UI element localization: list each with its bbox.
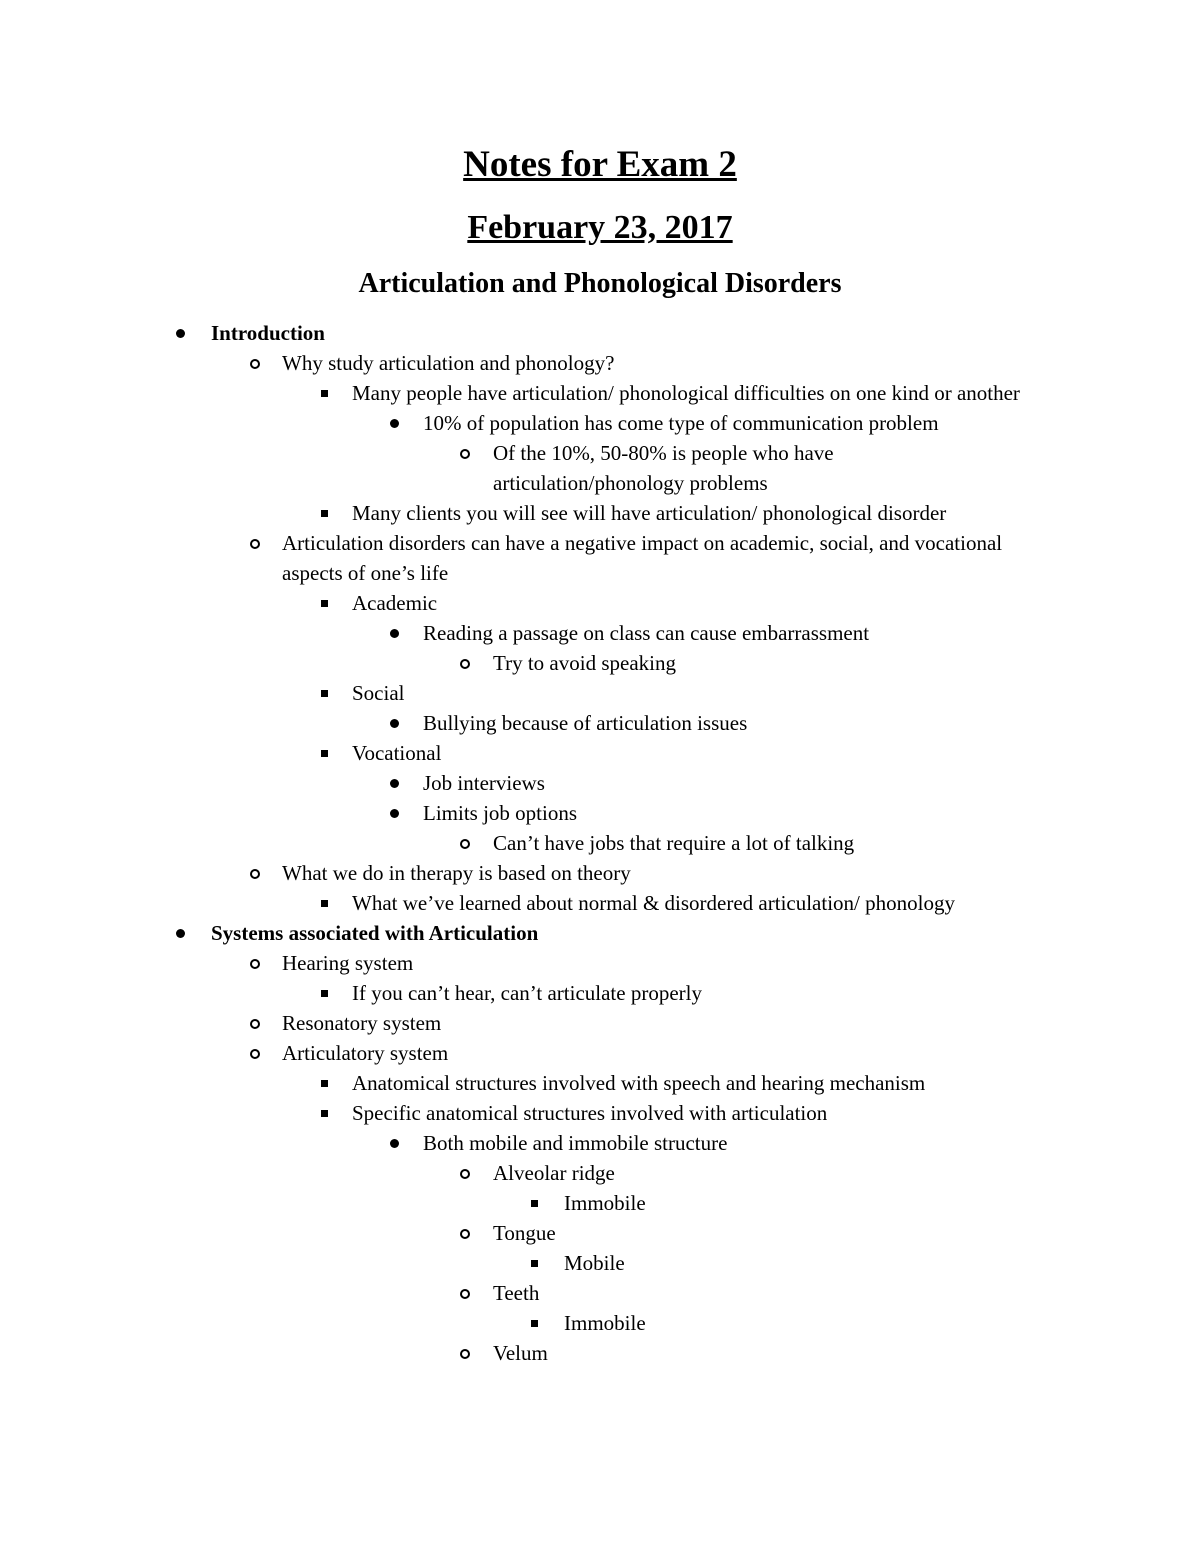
list-item-text: Many people have articulation/ phonological difficulties on one kind or another bbox=[352, 381, 1020, 405]
list-item-text: Resonatory system bbox=[282, 1011, 442, 1035]
square-bullet-icon bbox=[528, 1188, 542, 1218]
list-item-text: Bullying because of articulation issues bbox=[423, 711, 748, 735]
square-bullet-icon bbox=[318, 1068, 332, 1098]
list-item-text: If you can’t hear, can’t articulate properly bbox=[352, 981, 702, 1005]
square-bullet-icon bbox=[528, 1248, 542, 1278]
list-item bbox=[0, 1008, 1200, 1038]
list-item bbox=[0, 1188, 1200, 1218]
list-item bbox=[0, 768, 1200, 798]
square-bullet-icon bbox=[318, 738, 332, 768]
square-bullet-icon bbox=[318, 498, 332, 528]
list-item bbox=[0, 828, 1200, 858]
list-item-text: Introduction bbox=[211, 321, 325, 345]
list-item bbox=[0, 1158, 1200, 1188]
list-item-text: What we do in therapy is based on theory bbox=[282, 861, 631, 885]
outline-list bbox=[0, 318, 1200, 1368]
list-item-text: Articulatory system bbox=[282, 1041, 449, 1065]
circle-bullet-icon bbox=[458, 1218, 472, 1248]
list-item-text: Mobile bbox=[564, 1251, 625, 1275]
square-bullet-icon bbox=[318, 978, 332, 1008]
list-item-text: Immobile bbox=[564, 1191, 646, 1215]
circle-bullet-icon bbox=[248, 1038, 262, 1068]
disc-bullet-icon bbox=[174, 318, 188, 348]
list-item bbox=[0, 588, 1200, 618]
square-bullet-icon bbox=[318, 1098, 332, 1128]
list-item bbox=[0, 438, 1200, 498]
disc-bullet-icon bbox=[388, 708, 402, 738]
list-item bbox=[0, 1278, 1200, 1308]
list-item-text: Alveolar ridge bbox=[493, 1161, 615, 1185]
list-item-text: Velum bbox=[493, 1341, 548, 1365]
square-bullet-icon bbox=[318, 888, 332, 918]
list-item-text: Try to avoid speaking bbox=[493, 651, 676, 675]
circle-bullet-icon bbox=[458, 828, 472, 858]
list-item bbox=[0, 948, 1200, 978]
list-item-text: Articulation disorders can have a negative impact on academic, social, and vocational aspects of one’s life bbox=[282, 531, 1003, 585]
list-item bbox=[0, 1038, 1200, 1068]
circle-bullet-icon bbox=[248, 528, 262, 558]
list-item-text: Vocational bbox=[352, 741, 442, 765]
circle-bullet-icon bbox=[458, 1278, 472, 1308]
list-item-text: Both mobile and immobile structure bbox=[423, 1131, 728, 1155]
square-bullet-icon bbox=[318, 588, 332, 618]
list-item-text: Tongue bbox=[493, 1221, 556, 1245]
circle-bullet-icon bbox=[458, 648, 472, 678]
disc-bullet-icon bbox=[388, 768, 402, 798]
list-item bbox=[0, 1128, 1200, 1158]
circle-bullet-icon bbox=[458, 438, 472, 468]
square-bullet-icon bbox=[528, 1308, 542, 1338]
list-item-text: Systems associated with Articulation bbox=[211, 921, 539, 945]
list-item-text: Immobile bbox=[564, 1311, 646, 1335]
list-item bbox=[0, 498, 1200, 528]
disc-bullet-icon bbox=[174, 918, 188, 948]
list-item bbox=[0, 648, 1200, 678]
list-item-text: Teeth bbox=[493, 1281, 540, 1305]
circle-bullet-icon bbox=[458, 1338, 472, 1368]
list-item bbox=[0, 618, 1200, 648]
list-item-text: What we’ve learned about normal & disordered articulation/ phonology bbox=[352, 891, 955, 915]
list-item bbox=[0, 1338, 1200, 1368]
list-item-text: Social bbox=[352, 681, 405, 705]
list-item bbox=[0, 1068, 1200, 1098]
list-item bbox=[0, 1248, 1200, 1278]
list-item bbox=[0, 678, 1200, 708]
list-item bbox=[0, 918, 1200, 948]
disc-bullet-icon bbox=[388, 798, 402, 828]
list-item bbox=[0, 408, 1200, 438]
circle-bullet-icon bbox=[248, 948, 262, 978]
list-item-text: Limits job options bbox=[423, 801, 578, 825]
list-item-text: 10% of population has come type of communication problem bbox=[423, 411, 939, 435]
list-item bbox=[0, 1218, 1200, 1248]
list-item bbox=[0, 738, 1200, 768]
list-item bbox=[0, 798, 1200, 828]
list-item bbox=[0, 708, 1200, 738]
page-title: Notes for Exam 2 bbox=[463, 144, 737, 185]
list-item-text: Hearing system bbox=[282, 951, 414, 975]
list-item-text: Why study articulation and phonology? bbox=[282, 351, 615, 375]
list-item bbox=[0, 1308, 1200, 1338]
list-item bbox=[0, 528, 1200, 588]
list-item-text: Job interviews bbox=[423, 771, 545, 795]
disc-bullet-icon bbox=[388, 1128, 402, 1158]
list-item-text: Of the 10%, 50-80% is people who have articulation/phonology problems bbox=[493, 441, 834, 495]
list-item-text: Many clients you will see will have articulation/ phonological disorder bbox=[352, 501, 947, 525]
list-item-text: Specific anatomical structures involved with articulation bbox=[352, 1101, 828, 1125]
list-item bbox=[0, 318, 1200, 348]
disc-bullet-icon bbox=[388, 618, 402, 648]
list-item-text: Reading a passage on class can cause embarrassment bbox=[423, 621, 870, 645]
list-item-text: Can’t have jobs that require a lot of talking bbox=[493, 831, 855, 855]
circle-bullet-icon bbox=[248, 858, 262, 888]
list-item bbox=[0, 348, 1200, 378]
note-date: February 23, 2017 bbox=[467, 209, 733, 246]
section-heading: Articulation and Phonological Disorders bbox=[358, 268, 842, 299]
disc-bullet-icon bbox=[388, 408, 402, 438]
list-item bbox=[0, 378, 1200, 408]
square-bullet-icon bbox=[318, 378, 332, 408]
list-item bbox=[0, 978, 1200, 1008]
list-item bbox=[0, 1098, 1200, 1128]
circle-bullet-icon bbox=[248, 1008, 262, 1038]
circle-bullet-icon bbox=[248, 348, 262, 378]
square-bullet-icon bbox=[318, 678, 332, 708]
list-item-text: Anatomical structures involved with speech and hearing mechanism bbox=[352, 1071, 926, 1095]
list-item-text: Academic bbox=[352, 591, 438, 615]
list-item bbox=[0, 888, 1200, 918]
circle-bullet-icon bbox=[458, 1158, 472, 1188]
list-item bbox=[0, 858, 1200, 888]
